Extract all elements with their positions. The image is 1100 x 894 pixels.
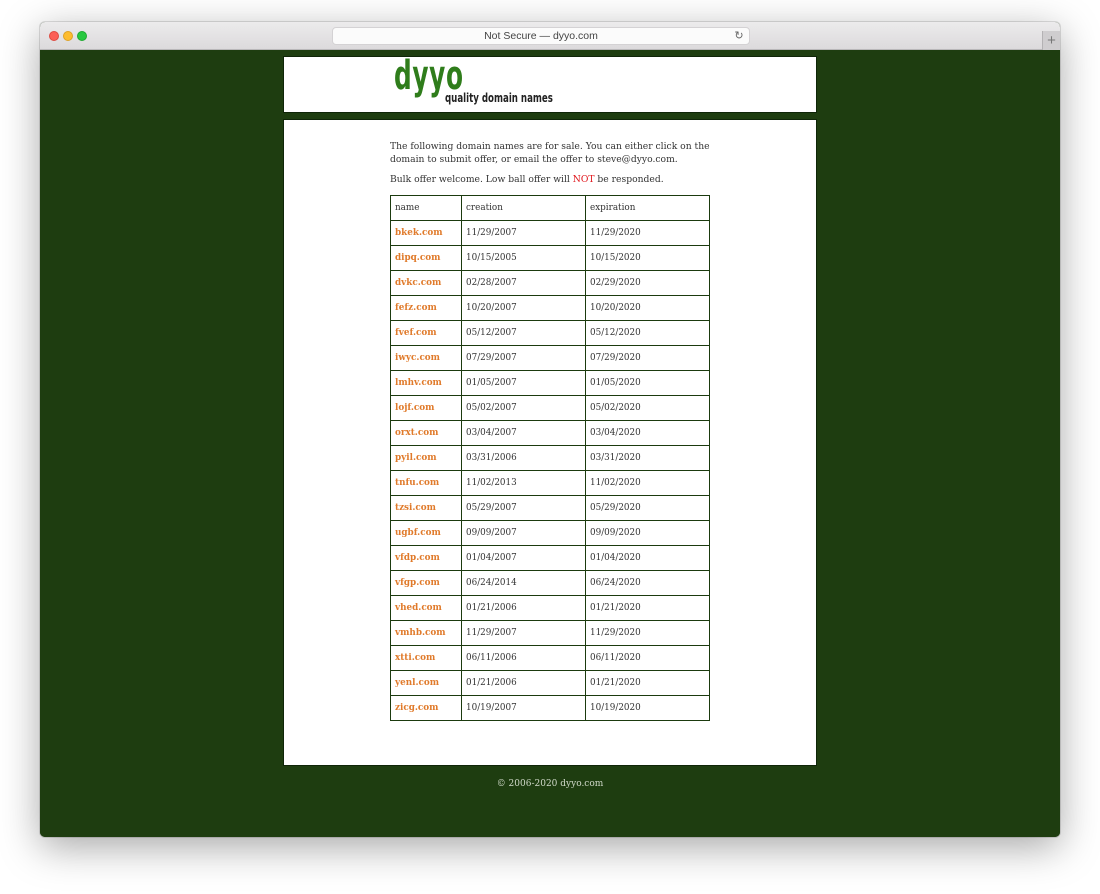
domain-name-cell bbox=[391, 696, 462, 721]
domain-link[interactable]: xtti.com bbox=[395, 653, 436, 663]
table-row bbox=[391, 571, 710, 596]
reload-icon[interactable]: ↻ bbox=[734, 30, 744, 42]
maximize-window-button[interactable] bbox=[77, 31, 87, 41]
domain-name-cell bbox=[391, 646, 462, 671]
logo-wordmark: dyyo bbox=[394, 53, 464, 99]
table-row bbox=[391, 471, 710, 496]
creation-date-cell: 09/09/2007 bbox=[462, 521, 586, 546]
domain-link[interactable]: lmhv.com bbox=[395, 378, 442, 388]
domain-list-panel bbox=[283, 119, 817, 766]
domain-name-cell bbox=[391, 571, 462, 596]
page-content bbox=[40, 50, 1060, 837]
expiration-date-cell: 09/09/2020 bbox=[586, 521, 710, 546]
expiration-date-cell: 01/21/2020 bbox=[586, 596, 710, 621]
intro-text: The following domain names are for sale. You can either click on the domain to submit offer, or email the offer to steve@dyyo.com. bbox=[390, 141, 710, 165]
domain-link[interactable]: tnfu.com bbox=[395, 478, 440, 488]
domain-name-cell bbox=[391, 396, 462, 421]
expiration-date-cell: 07/29/2020 bbox=[586, 346, 710, 371]
logo-tagline: quality domain names bbox=[445, 91, 553, 105]
table-row bbox=[391, 521, 710, 546]
creation-date-cell: 10/19/2007 bbox=[462, 696, 586, 721]
expiration-date-cell: 05/29/2020 bbox=[586, 496, 710, 521]
domain-name-cell bbox=[391, 271, 462, 296]
domain-name-cell bbox=[391, 296, 462, 321]
domain-name-cell bbox=[391, 321, 462, 346]
domain-link[interactable]: zicg.com bbox=[395, 703, 439, 713]
creation-date-cell: 05/12/2007 bbox=[462, 321, 586, 346]
not-emphasis: NOT bbox=[572, 174, 595, 185]
expiration-date-cell: 01/21/2020 bbox=[586, 671, 710, 696]
table-row bbox=[391, 221, 710, 246]
domain-link[interactable]: vhed.com bbox=[395, 603, 442, 613]
domain-name-cell bbox=[391, 496, 462, 521]
creation-date-cell: 11/02/2013 bbox=[462, 471, 586, 496]
creation-date-cell: 05/02/2007 bbox=[462, 396, 586, 421]
bulk-note-start: Bulk offer welcome. Low ball offer will bbox=[390, 174, 573, 185]
domain-name-cell bbox=[391, 246, 462, 271]
table-row bbox=[391, 496, 710, 521]
table-row bbox=[391, 671, 710, 696]
domain-name-cell bbox=[391, 546, 462, 571]
creation-date-cell: 06/24/2014 bbox=[462, 571, 586, 596]
new-tab-button[interactable]: + bbox=[1042, 31, 1060, 50]
domain-name-cell bbox=[391, 346, 462, 371]
domain-name-cell bbox=[391, 621, 462, 646]
bulk-note-end: be responded. bbox=[594, 174, 664, 185]
expiration-date-cell: 11/29/2020 bbox=[586, 621, 710, 646]
table-row bbox=[391, 546, 710, 571]
domain-name-cell bbox=[391, 671, 462, 696]
table-row bbox=[391, 621, 710, 646]
column-header-expiration: expiration bbox=[586, 196, 710, 221]
creation-date-cell: 01/21/2006 bbox=[462, 596, 586, 621]
domain-link[interactable]: tzsi.com bbox=[395, 503, 436, 513]
address-bar-text: Not Secure — dyyo.com bbox=[484, 30, 598, 42]
domain-name-cell bbox=[391, 471, 462, 496]
bulk-offer-note bbox=[390, 174, 720, 186]
domain-name-cell bbox=[391, 446, 462, 471]
table-row bbox=[391, 246, 710, 271]
creation-date-cell: 07/29/2007 bbox=[462, 346, 586, 371]
creation-date-cell: 03/04/2007 bbox=[462, 421, 586, 446]
table-row bbox=[391, 296, 710, 321]
expiration-date-cell: 01/05/2020 bbox=[586, 371, 710, 396]
table-row bbox=[391, 421, 710, 446]
domain-table bbox=[390, 195, 710, 721]
expiration-date-cell: 02/29/2020 bbox=[586, 271, 710, 296]
creation-date-cell: 01/05/2007 bbox=[462, 371, 586, 396]
expiration-date-cell: 11/29/2020 bbox=[586, 221, 710, 246]
creation-date-cell: 03/31/2006 bbox=[462, 446, 586, 471]
creation-date-cell: 06/11/2006 bbox=[462, 646, 586, 671]
domain-link[interactable]: bkek.com bbox=[395, 228, 443, 238]
domain-name-cell bbox=[391, 596, 462, 621]
expiration-date-cell: 03/04/2020 bbox=[586, 421, 710, 446]
creation-date-cell: 10/20/2007 bbox=[462, 296, 586, 321]
expiration-date-cell: 11/02/2020 bbox=[586, 471, 710, 496]
expiration-date-cell: 06/24/2020 bbox=[586, 571, 710, 596]
expiration-date-cell: 06/11/2020 bbox=[586, 646, 710, 671]
creation-date-cell: 05/29/2007 bbox=[462, 496, 586, 521]
domain-name-cell bbox=[391, 371, 462, 396]
creation-date-cell: 01/21/2006 bbox=[462, 671, 586, 696]
domain-link[interactable]: dvkc.com bbox=[395, 278, 442, 288]
creation-date-cell: 11/29/2007 bbox=[462, 621, 586, 646]
table-row bbox=[391, 396, 710, 421]
domain-link[interactable]: vfgp.com bbox=[395, 578, 440, 588]
expiration-date-cell: 05/12/2020 bbox=[586, 321, 710, 346]
address-bar[interactable] bbox=[332, 27, 750, 45]
domain-name-cell bbox=[391, 521, 462, 546]
table-row bbox=[391, 346, 710, 371]
title-bar bbox=[40, 22, 1060, 50]
domain-name-cell bbox=[391, 221, 462, 246]
expiration-date-cell: 10/20/2020 bbox=[586, 296, 710, 321]
expiration-date-cell: 10/15/2020 bbox=[586, 246, 710, 271]
domain-link[interactable]: dipq.com bbox=[395, 253, 441, 263]
domain-link[interactable]: fefz.com bbox=[395, 303, 437, 313]
creation-date-cell: 10/15/2005 bbox=[462, 246, 586, 271]
domain-link[interactable]: fvef.com bbox=[395, 328, 437, 338]
domain-link[interactable]: yenl.com bbox=[395, 678, 440, 688]
expiration-date-cell: 03/31/2020 bbox=[586, 446, 710, 471]
close-window-button[interactable] bbox=[49, 31, 59, 41]
site-header bbox=[283, 53, 817, 113]
creation-date-cell: 02/28/2007 bbox=[462, 271, 586, 296]
table-row bbox=[391, 596, 710, 621]
table-row bbox=[391, 321, 710, 346]
column-header-name: name bbox=[391, 196, 462, 221]
creation-date-cell: 01/04/2007 bbox=[462, 546, 586, 571]
expiration-date-cell: 01/04/2020 bbox=[586, 546, 710, 571]
domain-link[interactable]: iwyc.com bbox=[395, 353, 440, 363]
domain-link[interactable]: vmhb.com bbox=[395, 628, 446, 638]
expiration-date-cell: 05/02/2020 bbox=[586, 396, 710, 421]
browser-window bbox=[40, 22, 1060, 837]
table-header-row bbox=[391, 196, 710, 221]
table-row bbox=[391, 271, 710, 296]
expiration-date-cell: 10/19/2020 bbox=[586, 696, 710, 721]
domain-link[interactable]: pyil.com bbox=[395, 453, 437, 463]
domain-link[interactable]: lojf.com bbox=[395, 403, 435, 413]
minimize-window-button[interactable] bbox=[63, 31, 73, 41]
domain-link[interactable]: ugbf.com bbox=[395, 528, 441, 538]
domain-name-cell bbox=[391, 421, 462, 446]
table-row bbox=[391, 646, 710, 671]
table-row bbox=[391, 696, 710, 721]
column-header-creation: creation bbox=[462, 196, 586, 221]
creation-date-cell: 11/29/2007 bbox=[462, 221, 586, 246]
table-row bbox=[391, 446, 710, 471]
footer-copyright: © 2006-2020 dyyo.com bbox=[496, 779, 604, 789]
table-row bbox=[391, 371, 710, 396]
domain-link[interactable]: orxt.com bbox=[395, 428, 439, 438]
domain-link[interactable]: vfdp.com bbox=[395, 553, 440, 563]
